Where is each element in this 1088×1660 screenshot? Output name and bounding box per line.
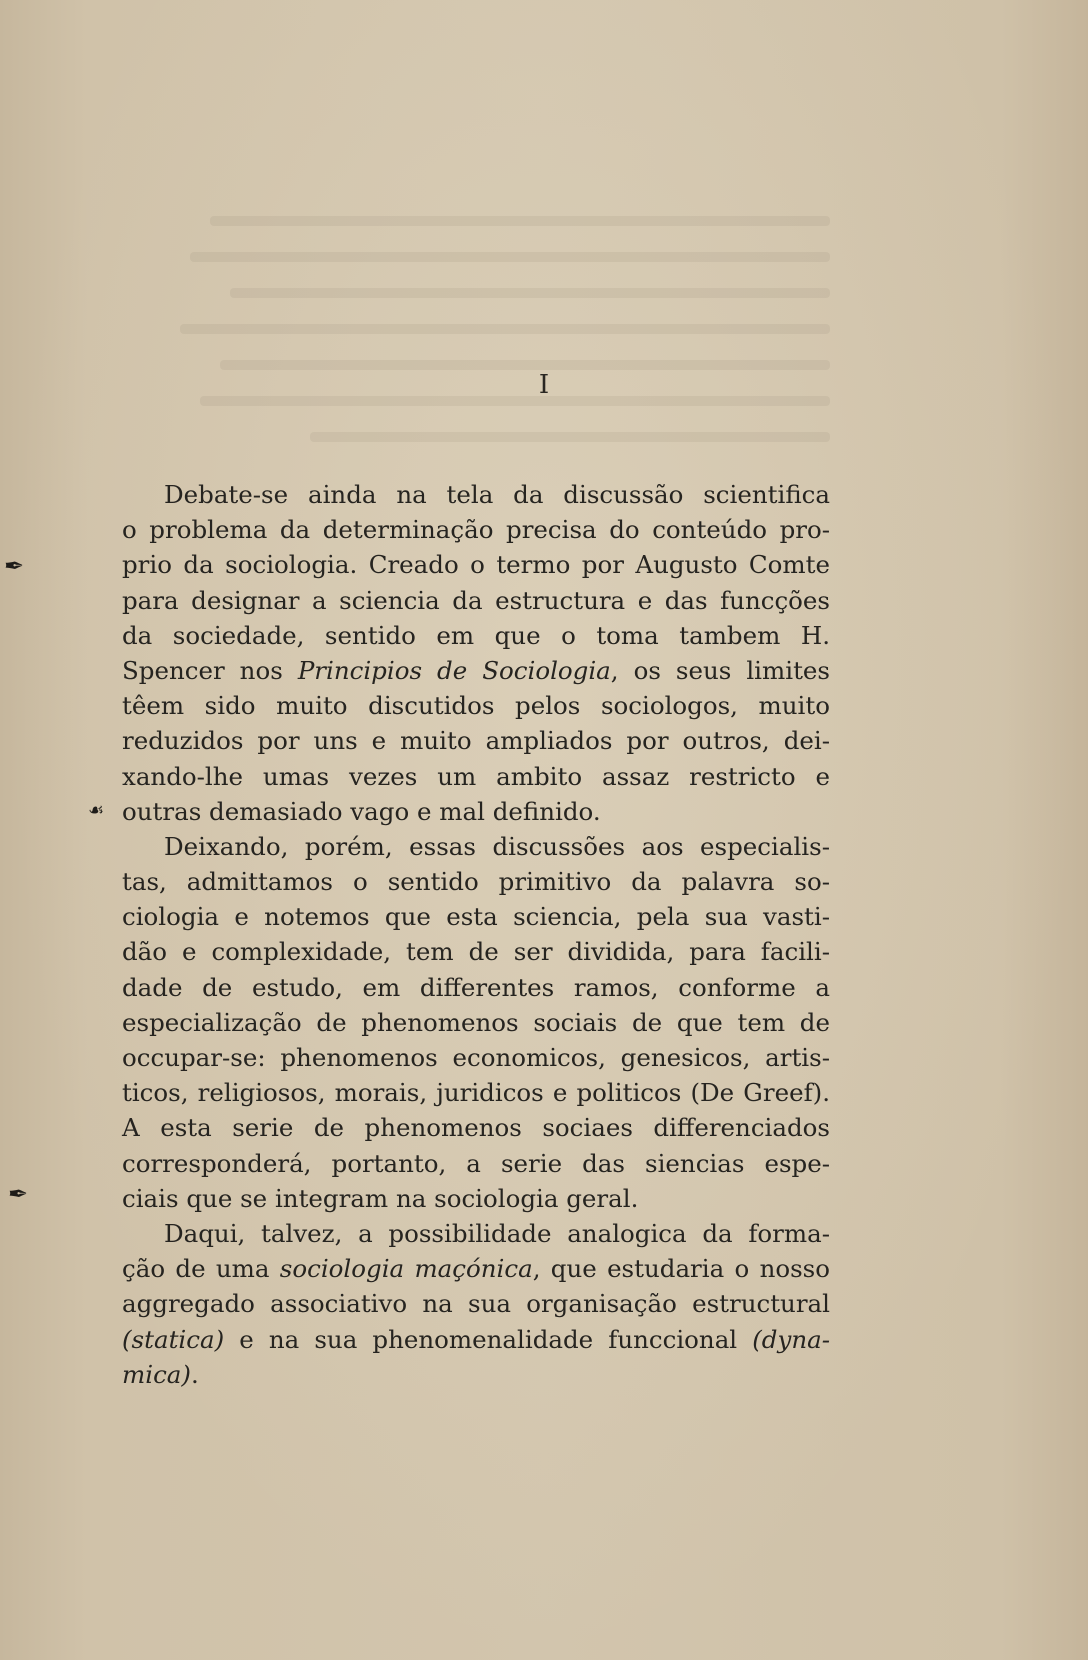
text-line: prio da sociologia. Creado o termo por Augusto Comte xyxy=(122,550,830,580)
text-line: dão e complexidade, tem de ser dividida, para facili- xyxy=(122,937,830,967)
text-line: A esta serie de phenomenos sociaes differenciados xyxy=(122,1113,830,1143)
text-line: xando-lhe umas vezes um ambito assaz restricto e xyxy=(122,761,830,791)
italic-term: mica) xyxy=(122,1359,191,1389)
text-line: ciais que se integram na sociologia geral. xyxy=(122,1183,639,1213)
text-segment: . xyxy=(190,1359,199,1389)
text-line: Deixando, porém, essas discussões aos especialis- xyxy=(164,831,830,861)
text-line: occupar-se: phenomenos economicos, genesicos, artis- xyxy=(122,1043,830,1072)
text-line: o problema da determinação precisa do conteúdo pro- xyxy=(122,515,830,545)
text-line: aggregado associativo na sua organisação estructural xyxy=(122,1289,830,1319)
text-segment: , os seus limites xyxy=(610,655,830,685)
text-line: ticos, religiosos, morais, juridicos e politicos (De Greef). xyxy=(122,1078,830,1108)
text-line: corresponderá, portanto, a serie das siencias espe- xyxy=(122,1148,830,1178)
text-line: Debate-se ainda na tela da discussão scientifica xyxy=(164,480,830,509)
italic-term: (dyna- xyxy=(752,1324,830,1354)
text-segment: , que estudaria o nosso xyxy=(532,1254,830,1284)
italic-term: sociologia maçónica xyxy=(279,1254,533,1284)
text-line: reduzidos por uns e muito ampliados por outros, dei- xyxy=(122,726,830,756)
text-line: Daqui, talvez, a possibilidade analogica da forma- xyxy=(164,1218,830,1248)
text-line: dade de estudo, em differentes ramos, conforme a xyxy=(122,972,830,1002)
text-line xyxy=(122,1251,830,1286)
text-line: tas, admittamos o sentido primitivo da palavra so- xyxy=(122,867,830,897)
text-line xyxy=(122,1357,830,1392)
text-segment: ção de uma xyxy=(122,1254,280,1284)
chapter-number: I xyxy=(538,370,550,400)
body-text xyxy=(122,477,830,1392)
text-segment: Spencer nos xyxy=(122,655,298,685)
margin-mark-icon: ☙ xyxy=(88,800,105,821)
text-line: especialização de phenomenos sociais de que tem de xyxy=(122,1007,830,1037)
margin-mark-icon: ✒ xyxy=(4,552,25,580)
italic-term: (statica) xyxy=(122,1324,225,1354)
text-line xyxy=(122,653,830,688)
text-line: da sociedade, sentido em que o toma tambem H. xyxy=(122,620,830,650)
text-segment: e na sua phenomenalidade funccional xyxy=(224,1324,753,1354)
text-line: outras demasiado vago e mal definido. xyxy=(122,796,601,826)
text-line: para designar a sciencia da estructura e das funcções xyxy=(122,585,830,615)
text-line xyxy=(122,1322,830,1357)
text-line: ciologia e notemos que esta sciencia, pela sua vasti- xyxy=(122,902,830,932)
text-line: têem sido muito discutidos pelos sociologos, muito xyxy=(122,691,830,721)
margin-mark-icon: ✒ xyxy=(8,1180,29,1208)
show-through-text xyxy=(150,200,830,452)
book-title-italic: Principios de Sociologia xyxy=(297,655,611,685)
